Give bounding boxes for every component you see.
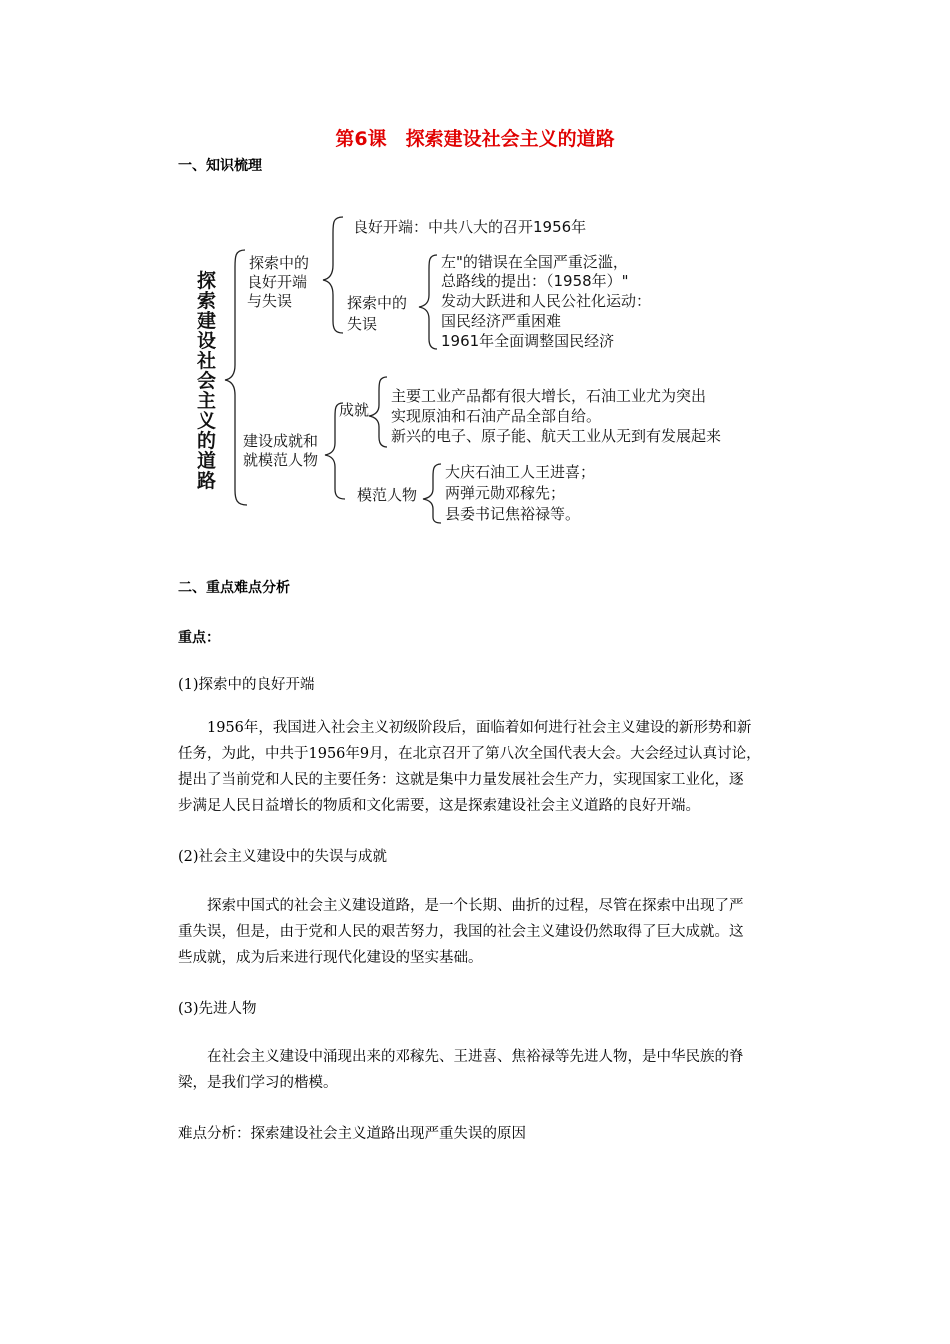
paragraph-line: 任务，为此，中共于1956年9月，在北京召开了第八次全国代表大会。大会经过认真讨论， <box>178 746 761 762</box>
mindmap-root-char: 的 <box>197 430 217 452</box>
models-item: 大庆石油工人王进喜； <box>445 463 596 481</box>
mistakes-item: 总路线的提出：（1958年）" <box>441 272 629 290</box>
page-title: 第6课 探索建设社会主义的道路 <box>335 128 615 150</box>
paragraph-line: 梁，是我们学习的楷模。 <box>178 1075 338 1091</box>
mistakes-item: 国民经济严重困难 <box>441 312 562 330</box>
mindmap-root-char: 索 <box>197 290 217 312</box>
paragraph-line: 1956年，我国进入社会主义初级阶段后，面临着如何进行社会主义建设的新形势和新 <box>178 720 752 736</box>
item1-heading: (1)探索中的良好开端 <box>178 677 315 693</box>
good-start-text: 良好开端：中共八大的召开1956年 <box>353 218 587 236</box>
branch1-label-line: 与失误 <box>247 292 293 310</box>
mistakes-brace <box>419 255 437 349</box>
item3-heading: (3)先进人物 <box>178 1001 257 1017</box>
branch1-brace <box>323 217 343 333</box>
paragraph-line: 步满足人民日益增长的物质和文化需要，这是探索建设社会主义道路的良好开端。 <box>178 798 700 814</box>
mistakes-label-line: 失误 <box>347 315 378 333</box>
paragraph-line: 重失误，但是，由于党和人民的艰苦努力，我国的社会主义建设仍然取得了巨大成就。这 <box>178 924 744 940</box>
models-item: 县委书记焦裕禄等。 <box>445 505 581 523</box>
branch1-label-line: 探索中的 <box>249 254 310 272</box>
branch2-label-line: 就模范人物 <box>243 451 319 469</box>
item2-heading: (2)社会主义建设中的失误与成就 <box>178 849 388 865</box>
models-item: 两弹元勋邓稼先； <box>445 484 566 502</box>
branch-achievements-and-models <box>243 432 318 469</box>
models-brace <box>423 464 441 523</box>
mindmap-root-char: 建 <box>197 310 217 332</box>
mistakes-list <box>441 253 651 350</box>
mistakes-item: 1961年全面调整国民经济 <box>441 332 615 350</box>
item3-paragraph <box>178 1044 806 1096</box>
achievements-item: 新兴的电子、原子能、航天工业从无到有发展起来 <box>391 427 722 445</box>
mistakes-item: 发动大跃进和人民公社化运动： <box>441 292 652 310</box>
achievements-brace <box>369 377 387 447</box>
paragraph-line: 探索中国式的社会主义建设道路，是一个长期、曲折的过程，尽管在探索中出现了严 <box>178 898 744 914</box>
paragraph-line: 些成就，成为后来进行现代化建设的坚实基础。 <box>178 950 483 966</box>
mindmap-root <box>196 269 216 492</box>
achievements-label: 成就 <box>339 401 370 419</box>
mistakes-item: 左"的错误在全国严重泛滥， <box>441 253 628 271</box>
achievements-item: 主要工业产品都有很大增长，石油工业尤为突出 <box>391 387 707 405</box>
item2-paragraph <box>178 893 806 971</box>
mindmap-root-char: 道 <box>197 450 217 472</box>
paragraph-line: 提出了当前党和人民的主要任务：这就是集中力量发展社会生产力，实现国家工业化，逐 <box>178 772 744 788</box>
achievements-item: 实现原油和石油产品全部自给。 <box>391 407 602 425</box>
key-points-label: 重点： <box>178 630 220 646</box>
branch-good-start-and-mistakes <box>247 254 309 310</box>
mindmap-root-char: 会 <box>197 370 217 392</box>
section-heading-analysis: 二、重点难点分析 <box>178 580 290 596</box>
mindmap-root-char: 义 <box>197 410 217 432</box>
mistakes-label-line: 探索中的 <box>347 294 408 312</box>
branch2-label-line: 建设成就和 <box>243 432 319 450</box>
knowledge-mindmap <box>185 205 785 525</box>
item1-paragraph <box>178 715 806 819</box>
models-list <box>445 463 595 523</box>
achievements-list <box>391 387 721 445</box>
difficult-point: 难点分析：探索建设社会主义道路出现严重失误的原因 <box>178 1126 526 1142</box>
branch1-label-line: 良好开端 <box>247 273 308 291</box>
mindmap-root-char: 社 <box>197 350 217 372</box>
paragraph-line: 在社会主义建设中涌现出来的邓稼先、王进喜、焦裕禄等先进人物，是中华民族的脊 <box>178 1049 744 1065</box>
section-heading-knowledge: 一、知识梳理 <box>178 158 262 174</box>
mindmap-root-char: 路 <box>197 470 217 492</box>
mindmap-root-char: 主 <box>197 390 217 412</box>
models-label: 模范人物 <box>357 486 418 504</box>
mindmap-root-char: 设 <box>197 330 217 352</box>
mindmap-root-char: 探 <box>197 270 217 292</box>
